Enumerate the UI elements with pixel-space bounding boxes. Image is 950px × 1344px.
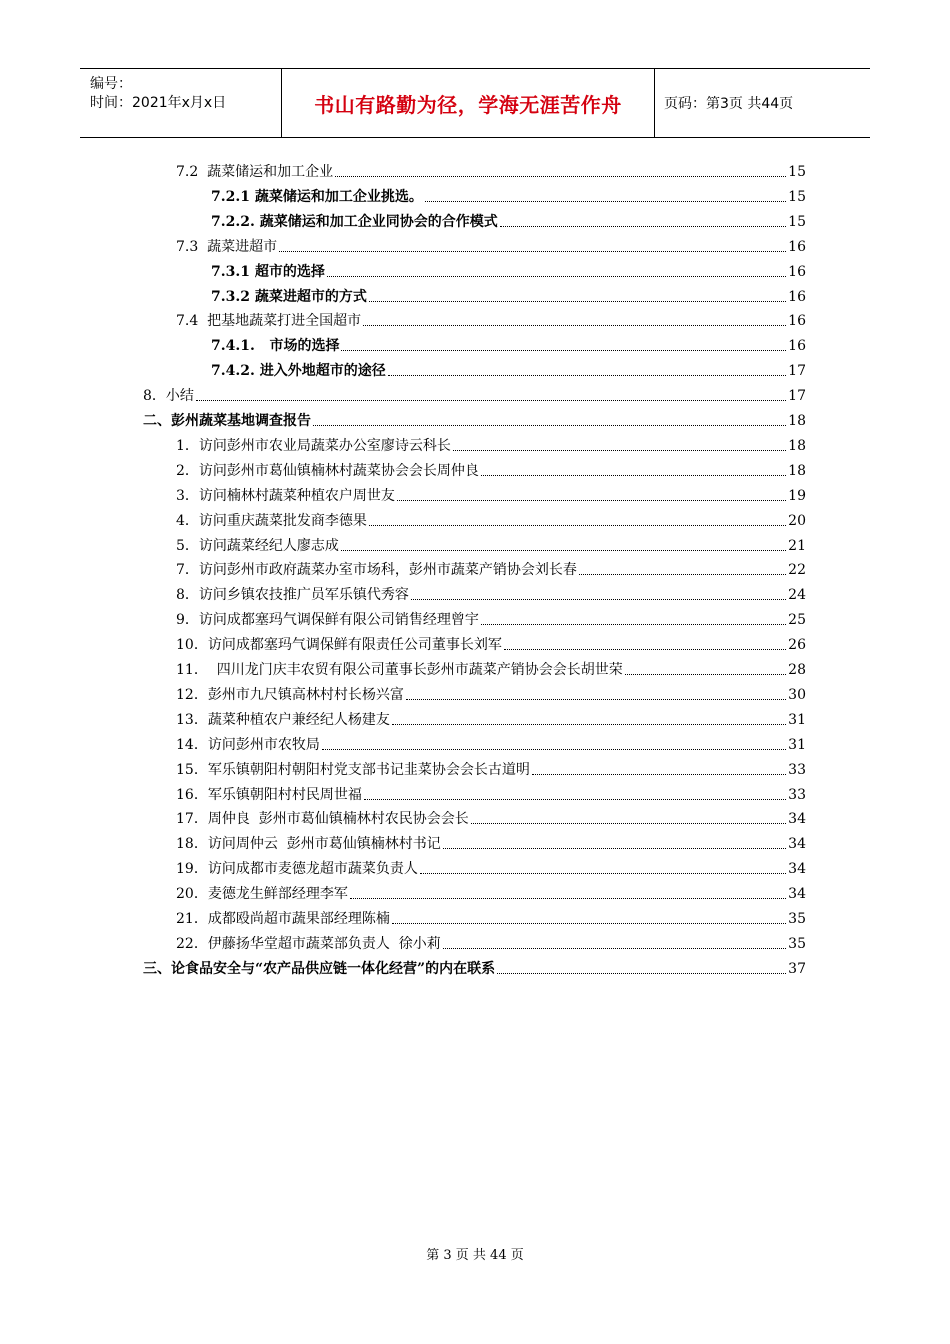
toc-entry[interactable] [176, 159, 806, 181]
toc-leader-dots [392, 923, 786, 924]
toc-leader-dots [420, 873, 786, 874]
toc-entry-title: 7.3.1 超市的选择 [211, 263, 325, 280]
toc-entry[interactable] [176, 557, 806, 579]
toc-entry-page: 15 [788, 188, 806, 205]
toc-entry-title: 7.2.1 蔬菜储运和加工企业挑选。 [211, 188, 423, 205]
toc-entry[interactable] [176, 582, 806, 604]
toc-entry-page: 19 [788, 487, 806, 504]
toc-entry-page: 31 [788, 736, 806, 753]
toc-leader-dots [335, 176, 786, 177]
toc-entry-page: 16 [788, 313, 806, 330]
toc-entry-title: 7．访问彭州市政府蔬菜办室市场科，彭州市蔬菜产销协会刘长春 [176, 562, 577, 579]
toc-entry-title: 3．访问楠林村蔬菜种植农户周世友 [176, 487, 395, 504]
toc-entry-page: 37 [788, 960, 806, 977]
toc-entry-title: 9．访问成都塞玛气调保鲜有限公司销售经理曾宇 [176, 612, 479, 629]
toc-leader-dots [579, 574, 786, 575]
page-footer: 第 3 页 共 44 页 [426, 1248, 524, 1263]
toc-entry[interactable] [176, 931, 806, 953]
toc-entry-page: 20 [788, 512, 806, 529]
toc-entry-title: 三、论食品安全与“农产品供应链一体化经营”的内在联系 [143, 960, 496, 977]
toc-entry[interactable] [176, 806, 806, 828]
toc-entry-page: 21 [788, 537, 806, 554]
toc-entry-page: 34 [788, 861, 806, 878]
toc-entry-page: 34 [788, 886, 806, 903]
toc-entry-title: 16．军乐镇朝阳村村民周世福 [176, 786, 362, 803]
toc-entry-page: 30 [788, 686, 806, 703]
toc-entry[interactable] [176, 433, 806, 455]
toc-entry-title: 15．军乐镇朝阳村朝阳村党支部书记韭菜协会会长古道明 [176, 761, 530, 778]
toc-entry[interactable] [176, 732, 806, 754]
toc-entry-page: 15 [788, 213, 806, 230]
toc-entry-title: 7.3 蔬菜进超市 [176, 238, 278, 255]
toc-entry[interactable] [176, 607, 806, 629]
toc-leader-dots [392, 724, 786, 725]
toc-entry[interactable] [211, 333, 806, 355]
toc-leader-dots [350, 898, 786, 899]
toc-entry-page: 33 [788, 786, 806, 803]
toc-entry-title: 7.4.2. 进入外地超市的途径 [211, 363, 386, 380]
toc-entry-page: 17 [788, 363, 806, 380]
toc-leader-dots [322, 749, 786, 750]
toc-leader-dots [364, 799, 786, 800]
toc-leader-dots [625, 674, 786, 675]
toc-entry-title: 13．蔬菜种植农户兼经纪人杨建友 [176, 711, 390, 728]
toc-leader-dots [443, 948, 786, 949]
toc-leader-dots [453, 450, 786, 451]
toc-entry-title: 14．访问彭州市农牧局 [176, 736, 320, 753]
toc-entry-page: 16 [788, 338, 806, 355]
toc-entry-page: 16 [788, 288, 806, 305]
toc-entry-title: 7.2 蔬菜储运和加工企业 [176, 164, 334, 180]
toc-entry-page: 15 [788, 164, 806, 180]
toc-entry[interactable] [176, 906, 806, 928]
toc-entry-page: 34 [788, 811, 806, 828]
toc-entry-title: 2．访问彭州市葛仙镇楠林村蔬菜协会会长周仲良 [176, 462, 479, 479]
toc-leader-dots [196, 400, 786, 401]
toc-leader-dots [279, 251, 786, 252]
toc-entry[interactable] [176, 782, 806, 804]
toc-entry-title: 21．成都殴尚超市蔬果部经理陈楠 [176, 911, 390, 927]
toc-entry-title: 12．彭州市九尺镇高林村村长杨兴富 [176, 686, 404, 703]
toc-entry-title: 18．访问周仲云 彭州市葛仙镇楠林村书记 [176, 836, 441, 853]
toc-entry-page: 24 [788, 587, 806, 604]
toc-entry-page: 18 [788, 413, 806, 429]
header-time-label: 时间：2021年x月x日 [90, 95, 227, 111]
toc-entry-page: 17 [788, 388, 806, 405]
toc-leader-dots [497, 973, 786, 974]
toc-entry[interactable] [176, 458, 806, 480]
toc-leader-dots [471, 823, 786, 824]
toc-entry-page: 35 [788, 911, 806, 927]
toc-entry-title: 7.2.2. 蔬菜储运和加工企业同协会的合作模式 [211, 213, 498, 230]
header-meta [80, 69, 282, 137]
toc-entry-page: 16 [788, 238, 806, 255]
toc-leader-dots [504, 649, 786, 650]
toc-entry[interactable] [176, 707, 806, 729]
toc-entry[interactable] [176, 533, 806, 555]
toc-entry[interactable] [143, 408, 806, 430]
toc-entry[interactable] [176, 234, 806, 256]
toc-leader-dots [397, 500, 786, 501]
toc-entry-title: 7.4 把基地蔬菜打进全国超市 [176, 313, 362, 330]
toc-leader-dots [327, 276, 786, 277]
toc-entry-title: 4．访问重庆蔬菜批发商李德果 [176, 512, 367, 529]
toc-leader-dots [369, 301, 786, 302]
toc-leader-dots [532, 774, 786, 775]
toc-entry[interactable] [176, 483, 806, 505]
header-page-cell [655, 69, 870, 137]
toc-entry-title: 1．访问彭州市农业局蔬菜办公室廖诗云科长 [176, 437, 451, 454]
toc-leader-dots [411, 599, 786, 600]
toc-entry-title: 8．访问乡镇农技推广员军乐镇代秀容 [176, 587, 409, 604]
toc-entry[interactable] [143, 383, 806, 405]
toc-entry-page: 31 [788, 711, 806, 728]
toc-entry-title: 22．伊藤扬华堂超市蔬菜部负责人 徐小莉 [176, 935, 441, 952]
header-page-label: 页码：第3页 共44页 [664, 96, 794, 112]
toc-entry-page: 35 [788, 935, 806, 952]
toc-entry-page: 33 [788, 761, 806, 778]
toc-leader-dots [363, 325, 786, 326]
toc-leader-dots [443, 848, 786, 849]
toc-entry-page: 16 [788, 263, 806, 280]
toc-entry-page: 18 [788, 462, 806, 479]
toc-entry[interactable] [211, 284, 806, 306]
toc-entry[interactable] [176, 831, 806, 853]
toc-entry[interactable] [211, 209, 806, 231]
toc-leader-dots [425, 201, 786, 202]
toc-leader-dots [481, 475, 786, 476]
toc-entry[interactable] [176, 881, 806, 903]
toc-leader-dots [481, 624, 786, 625]
toc-entry-title: 7.4.1. 市场的选择 [211, 338, 340, 355]
toc-entry-title: 5．访问蔬菜经纪人廖志成 [176, 537, 339, 554]
toc-entry[interactable] [176, 856, 806, 878]
toc-entry[interactable] [176, 757, 806, 779]
header-motto: 书山有路勤为径，学海无涯苦作舟 [314, 92, 622, 117]
toc-entry-title: 7.3.2 蔬菜进超市的方式 [211, 288, 367, 305]
header-motto-cell [282, 69, 655, 137]
toc-entry[interactable] [176, 632, 806, 654]
toc-entry[interactable] [143, 956, 806, 978]
toc-leader-dots [388, 375, 786, 376]
toc-entry[interactable] [176, 682, 806, 704]
toc-leader-dots [341, 550, 786, 551]
toc-entry-title: 20．麦德龙生鲜部经理李军 [176, 886, 348, 903]
header-number-label: 编号： [90, 76, 132, 92]
toc-entry-title: 二、彭州蔬菜基地调查报告 [143, 413, 311, 429]
toc-entry-page: 22 [788, 562, 806, 579]
toc-leader-dots [500, 226, 786, 227]
toc-entry-page: 25 [788, 612, 806, 629]
toc-leader-dots [369, 525, 786, 526]
toc-entry-page: 34 [788, 836, 806, 853]
toc-entry-title: 11． 四川龙门庆丰农贸有限公司董事长彭州市蔬菜产销协会会长胡世荣 [176, 662, 623, 678]
toc-entry-title: 8．小结 [143, 388, 194, 405]
toc-entry[interactable] [211, 184, 806, 206]
toc-entry[interactable] [211, 358, 806, 380]
toc-entry-page: 28 [788, 662, 806, 678]
toc-entry[interactable] [211, 259, 806, 281]
toc-entry[interactable] [176, 508, 806, 530]
toc-entry-page: 26 [788, 637, 806, 654]
toc-entry[interactable] [176, 657, 806, 679]
toc-leader-dots [341, 350, 786, 351]
toc-leader-dots [313, 425, 786, 426]
toc-entry-page: 18 [788, 437, 806, 454]
page-header [80, 68, 870, 138]
toc-leader-dots [406, 699, 786, 700]
toc-entry-title: 10．访问成都塞玛气调保鲜有限责任公司董事长刘军 [176, 637, 502, 654]
toc-entry-title: 19．访问成都市麦德龙超市蔬菜负责人 [176, 861, 418, 878]
toc-entry[interactable] [176, 308, 806, 330]
toc-entry-title: 17．周仲良 彭州市葛仙镇楠林村农民协会会长 [176, 811, 469, 828]
